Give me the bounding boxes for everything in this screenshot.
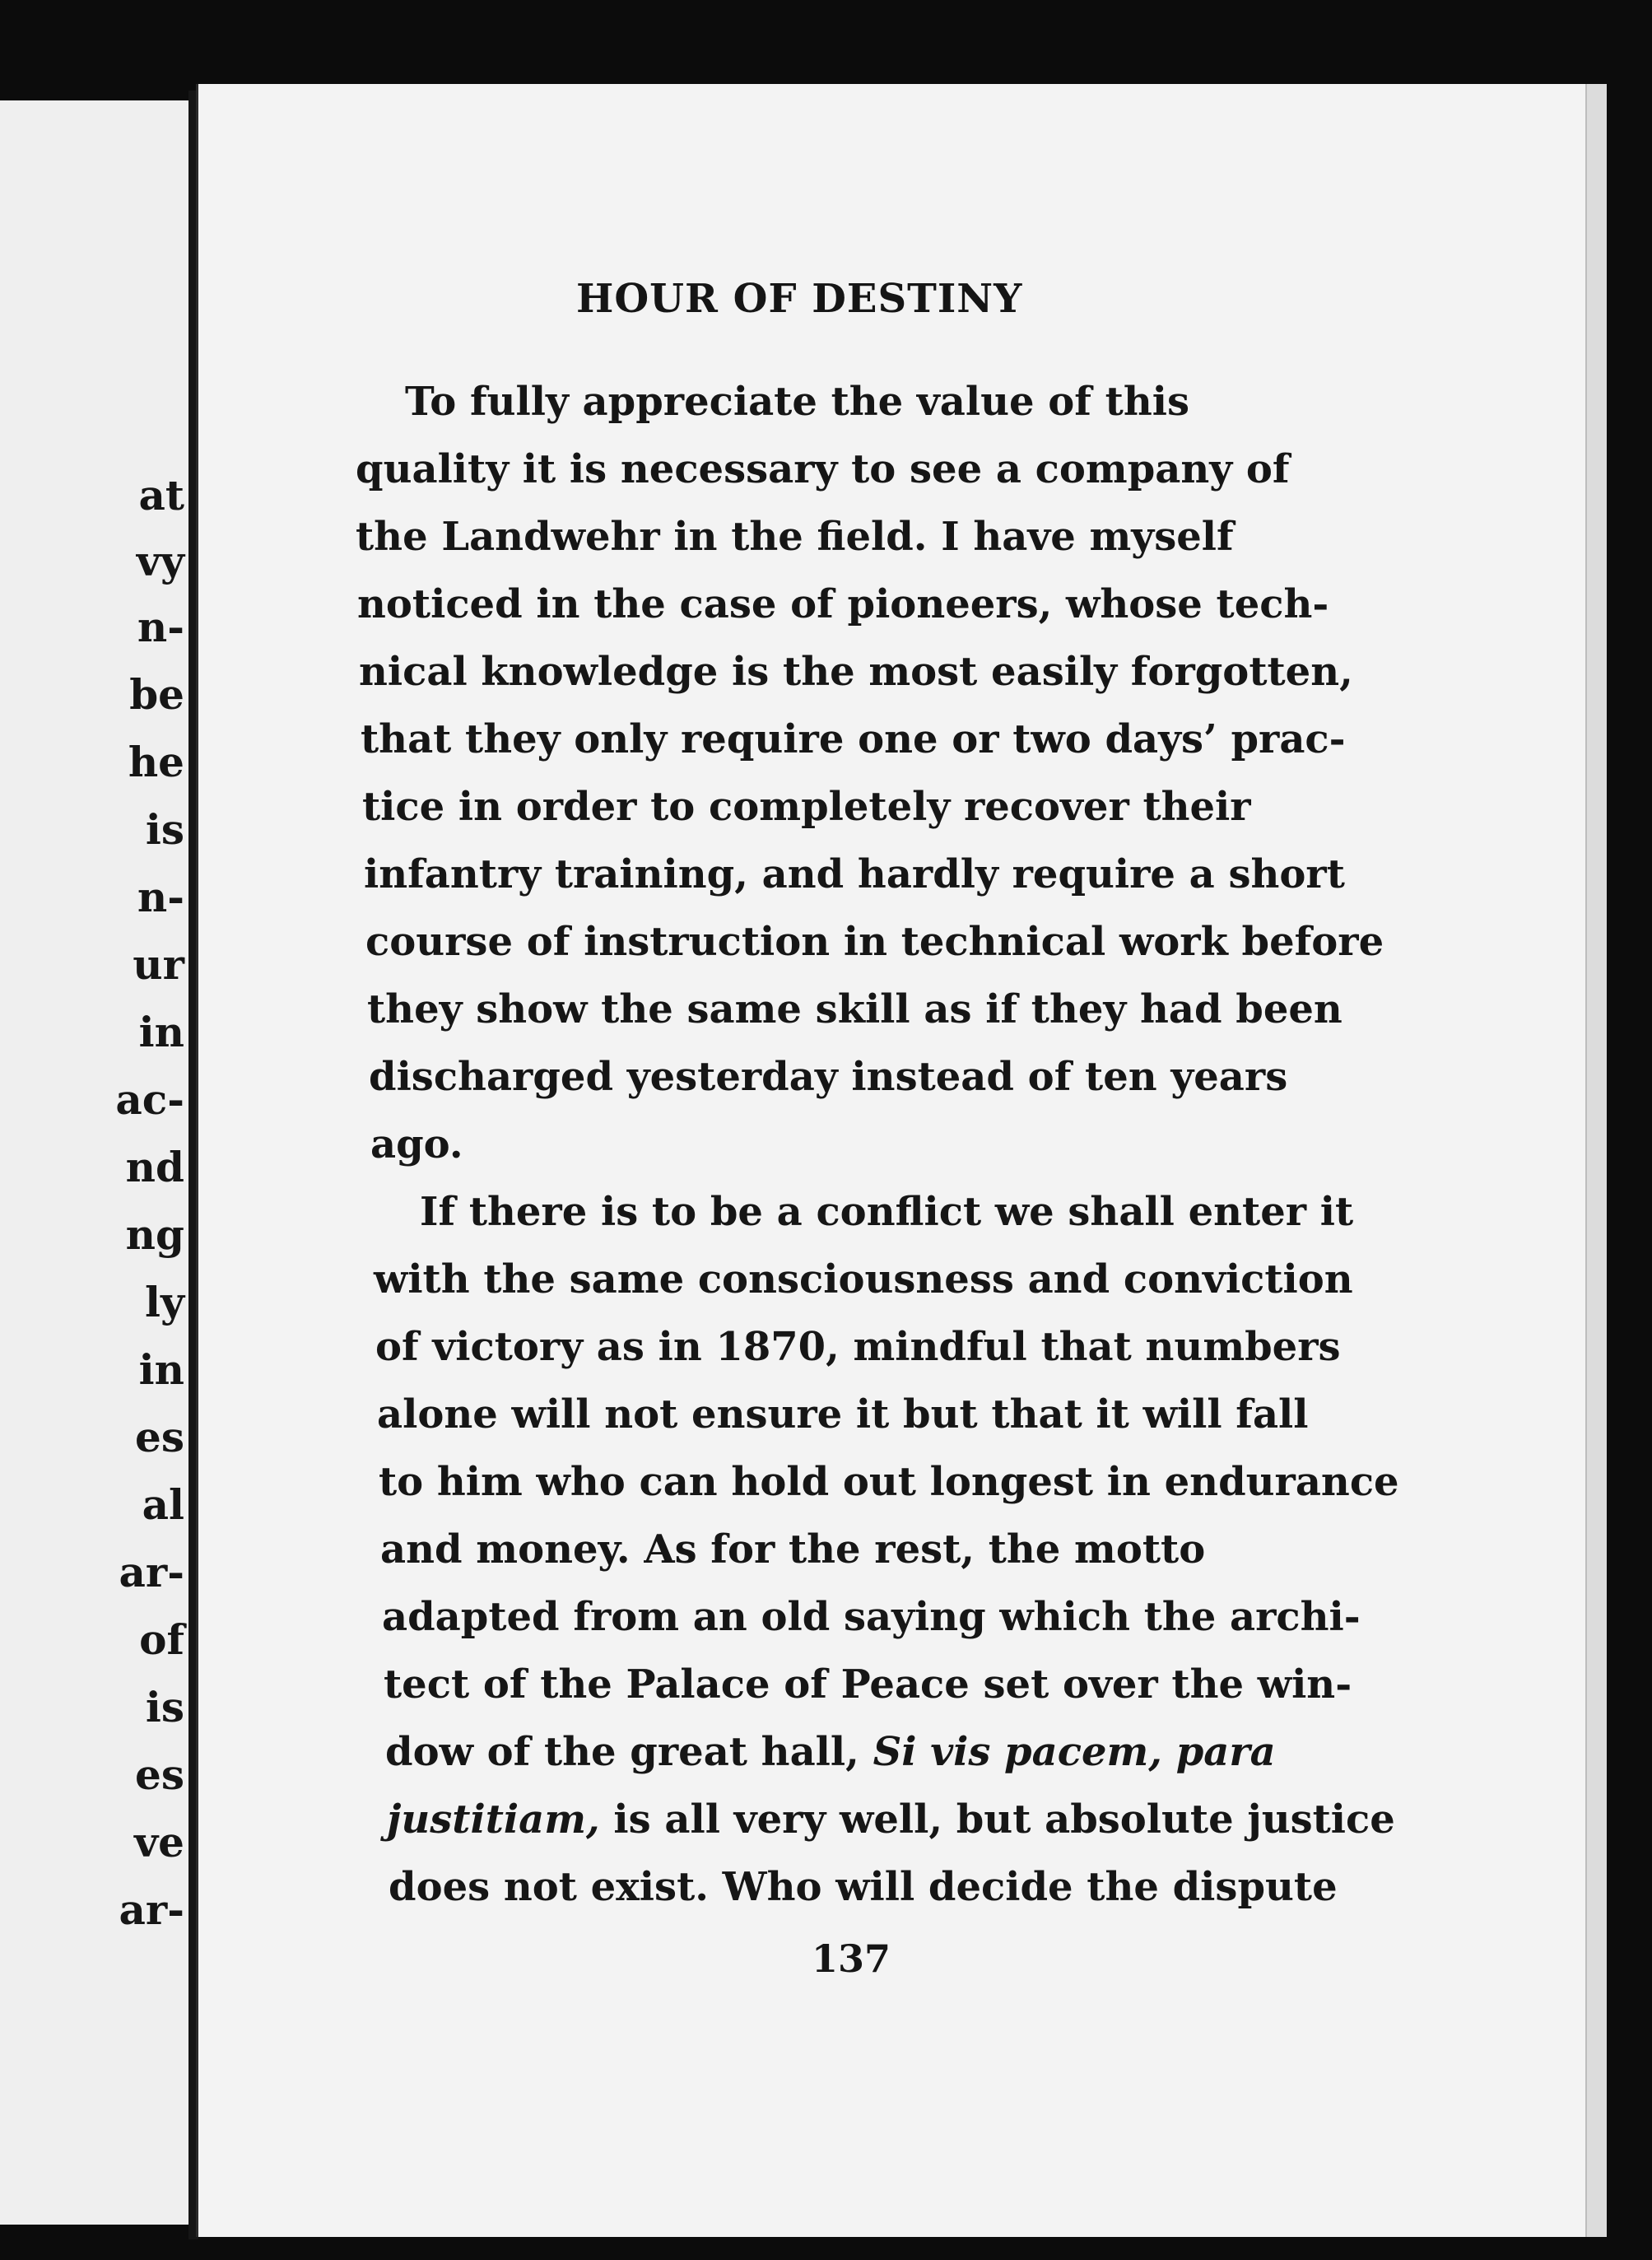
- body-line: quality it is necessary to see a company of: [356, 446, 1290, 492]
- left-line-fragment: ur: [133, 940, 184, 989]
- body-line: to him who can hold out longest in endurance: [379, 1459, 1399, 1505]
- left-line-fragment: es: [135, 1750, 184, 1799]
- page-edge: [1585, 84, 1607, 2237]
- body-line: [387, 1796, 1395, 1843]
- page-number: 137: [812, 1936, 891, 1981]
- body-line: course of instruction in technical work before: [365, 919, 1384, 965]
- left-line-fragment: n-: [137, 603, 184, 651]
- body-line: the Landwehr in the field. I have myself: [356, 514, 1234, 560]
- body-line: tect of the Palace of Peace set over the win-: [384, 1661, 1352, 1708]
- body-line: tice in order to completely recover their: [362, 784, 1251, 830]
- body-text: is all very well, but absolute justice: [613, 1796, 1395, 1843]
- latin-motto: Si vis pacem, para: [873, 1729, 1276, 1775]
- left-line-fragment: es: [135, 1413, 184, 1461]
- left-line-fragment: vy: [136, 537, 184, 585]
- left-line-fragment: ar-: [119, 1885, 184, 1934]
- body-line: discharged yesterday instead of ten years: [369, 1054, 1288, 1100]
- left-line-fragment: nd: [125, 1143, 184, 1191]
- body-line: alone will not ensure it but that it will fall: [377, 1391, 1309, 1438]
- body-line: that they only require one or two days’ prac-: [361, 716, 1346, 762]
- left-line-fragment: ac-: [115, 1075, 184, 1124]
- left-line-fragment: ng: [125, 1210, 184, 1259]
- left-line-fragment: al: [142, 1480, 184, 1529]
- left-line-fragment: is: [145, 1683, 184, 1731]
- running-head: HOUR OF DESTINY: [576, 276, 1023, 322]
- body-line: they show the same skill as if they had been: [367, 986, 1343, 1032]
- left-line-fragment: ar-: [119, 1548, 184, 1596]
- left-line-fragment: in: [138, 1008, 184, 1056]
- body-line: ago.: [370, 1121, 463, 1167]
- left-line-fragment: is: [145, 805, 184, 854]
- body-line: and money. As for the rest, the motto: [380, 1526, 1206, 1573]
- left-line-fragment: he: [128, 738, 184, 786]
- left-line-fragment: at: [138, 471, 184, 520]
- left-line-fragment: ve: [134, 1818, 184, 1866]
- left-line-fragment: in: [138, 1345, 184, 1394]
- body-line: does not exist. Who will decide the dispute: [389, 1864, 1338, 1910]
- left-page-fragment: [0, 100, 196, 2225]
- left-line-fragment: n-: [137, 873, 184, 921]
- body-text: dow of the great hall,: [385, 1729, 859, 1775]
- body-line: of victory as in 1870, mindful that numbers: [375, 1324, 1341, 1370]
- body-line: nical knowledge is the most easily forgotten,: [359, 649, 1353, 695]
- body-line: with the same consciousness and conviction: [374, 1256, 1353, 1302]
- left-line-fragment: of: [139, 1615, 184, 1664]
- body-line: If there is to be a conflict we shall enter it: [420, 1189, 1354, 1235]
- body-line: noticed in the case of pioneers, whose tech-: [357, 581, 1329, 627]
- latin-motto: justitiam,: [387, 1796, 600, 1843]
- body-line: adapted from an old saying which the archi-: [382, 1594, 1361, 1640]
- left-line-fragment: be: [129, 670, 184, 719]
- body-line: [385, 1729, 1276, 1775]
- body-line: infantry training, and hardly require a short: [364, 851, 1345, 897]
- body-line: To fully appreciate the value of this: [405, 379, 1189, 425]
- left-line-fragment: ly: [144, 1278, 184, 1326]
